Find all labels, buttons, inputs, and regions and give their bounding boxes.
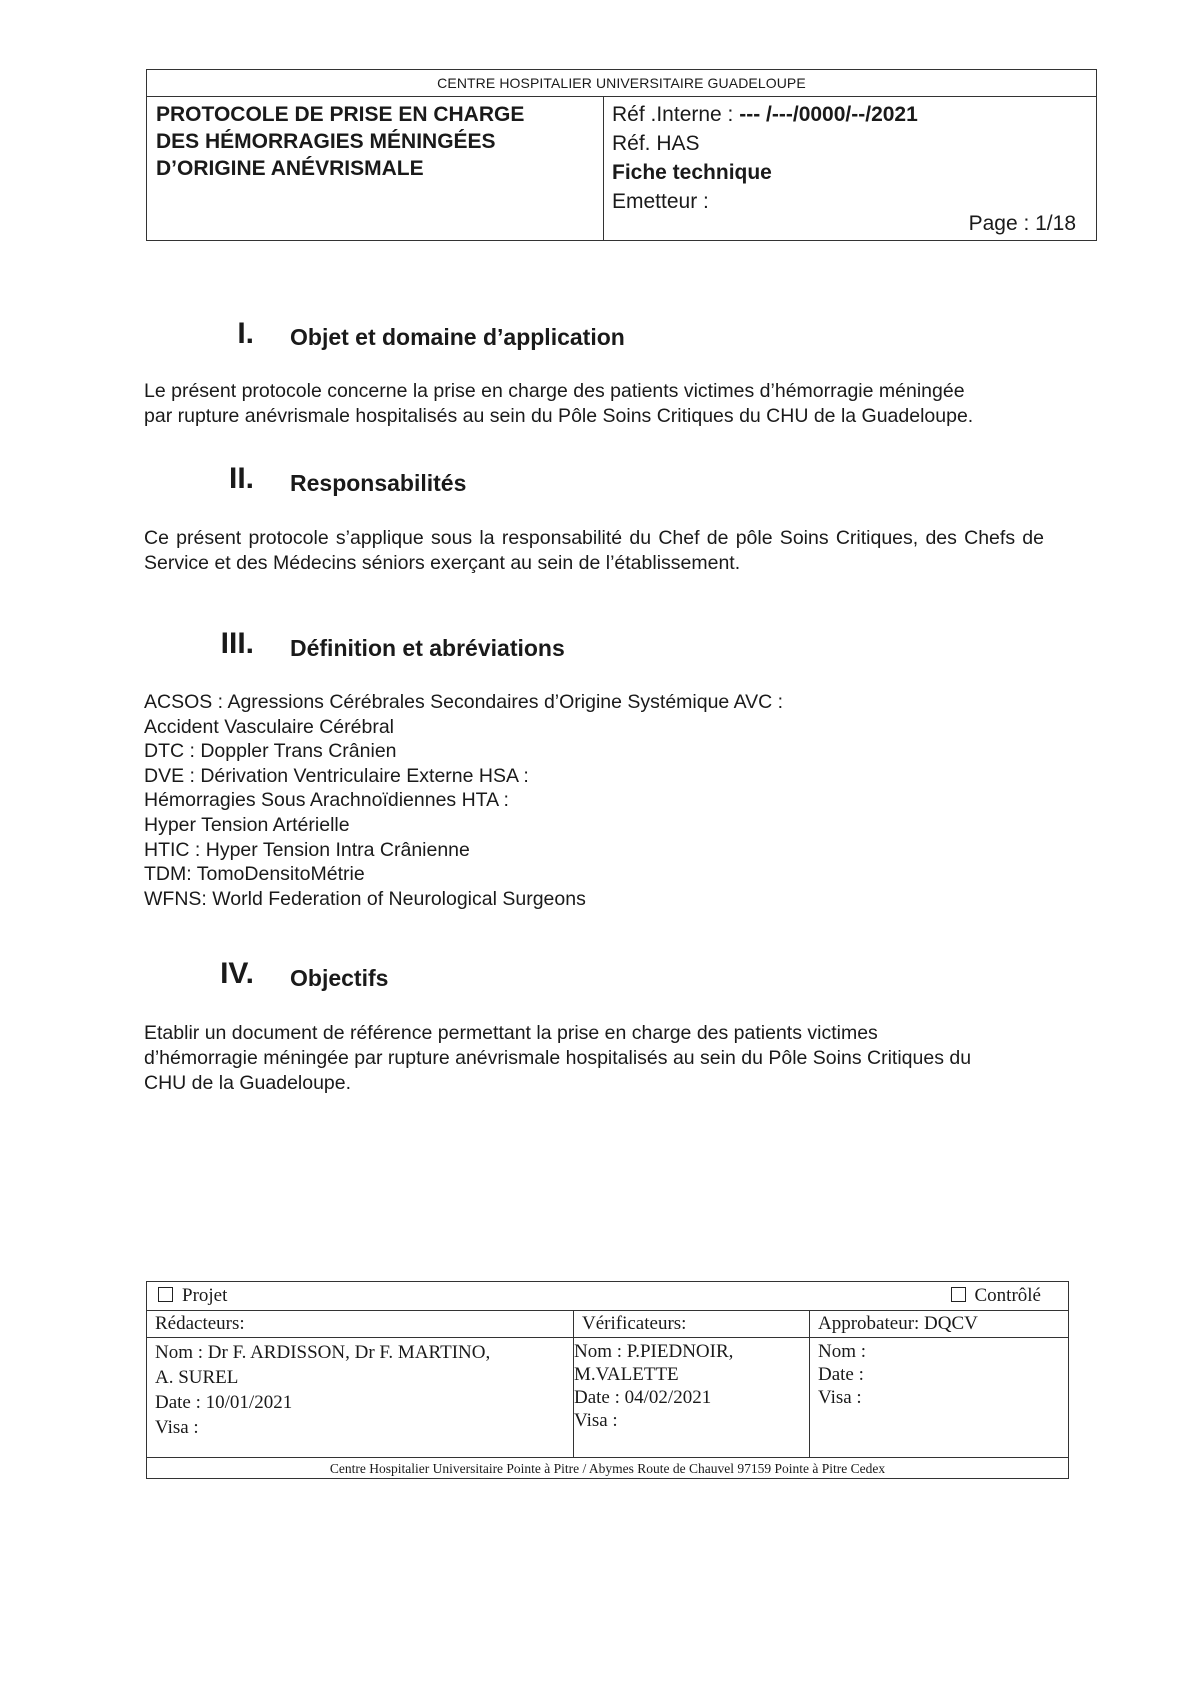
approbateur-column (810, 1311, 1068, 1457)
abbreviations-list (144, 690, 783, 911)
abbreviation-line: TDM: TomoDensitoMétrie (144, 863, 365, 886)
verificateurs-line: M.VALETTE (574, 1364, 679, 1385)
redacteurs-line: Date : 10/01/2021 (155, 1392, 293, 1413)
ref-interne-label: Réf .Interne : (612, 103, 740, 126)
section-4-title: Objectifs (290, 965, 389, 991)
redacteurs-line: A. SUREL (155, 1367, 239, 1388)
protocol-title-line: D’ORIGINE ANÉVRISMALE (156, 157, 424, 180)
section-4-line: Etablir un document de référence permettant la prise en charge des patients victimes (144, 1022, 878, 1044)
section-3-title: Définition et abréviations (290, 635, 565, 661)
approbateur-line: Visa : (818, 1387, 862, 1408)
abbreviation-line: WFNS: World Federation of Neurological Surgeons (144, 887, 586, 910)
section-2-number: II. (228, 462, 254, 495)
approbateur-line: Date : (818, 1364, 864, 1385)
section-4-number: IV. (220, 957, 254, 990)
verificateurs-line: Visa : (574, 1410, 618, 1431)
abbreviation-line: DTC : Doppler Trans Crânien (144, 740, 397, 763)
section-4-line: CHU de la Guadeloupe. (144, 1072, 352, 1094)
redacteurs-line: Visa : (155, 1417, 199, 1438)
section-1-title: Objet et domaine d’application (290, 324, 625, 350)
abbreviation-line: Hémorragies Sous Arachnoïdiennes HTA : (144, 789, 509, 812)
section-1-line: Le présent protocole concerne la prise en charge des patients victimes d’hémorragie méningée (144, 380, 965, 402)
abbreviation-line: Accident Vasculaire Cérébral (144, 715, 395, 738)
controle-checkbox[interactable] (951, 1287, 966, 1302)
abbreviation-line: DVE : Dérivation Ventriculaire Externe HSA : (144, 764, 529, 787)
reference-block (604, 97, 1096, 241)
redacteurs-column (147, 1311, 574, 1457)
page-number: Page : 1/18 (968, 212, 1076, 235)
controle-option (951, 1282, 1042, 1310)
section-3-number: III. (220, 627, 254, 660)
ref-interne (612, 100, 1096, 129)
abbreviation-line: ACSOS : Agressions Cérébrales Secondaires d’Origine Systémique AVC : (144, 691, 784, 713)
redacteurs-line: Nom : Dr F. ARDISSON, Dr F. MARTINO, (155, 1342, 491, 1363)
section-1-number: I. (237, 317, 254, 350)
approval-table (146, 1281, 1069, 1479)
ref-interne-value: --- /---/0000/--/2021 (739, 103, 918, 126)
organization-name: CENTRE HOSPITALIER UNIVERSITAIRE GUADELOUPE (147, 70, 1096, 97)
emetteur: Emetteur : (612, 190, 709, 213)
abbreviation-line: Hyper Tension Artérielle (144, 813, 350, 836)
approbateur-header: Approbateur: DQCV (810, 1311, 1068, 1338)
section-4-text (144, 1021, 1044, 1096)
protocol-title-line: DES HÉMORRAGIES MÉNINGÉES (156, 130, 496, 153)
hospital-address: Centre Hospitalier Universitaire Pointe à Pitre / Abymes Route de Chauvel 97159 Pointe à Pitre Cedex (329, 1461, 886, 1476)
verificateurs-column (574, 1311, 810, 1457)
ref-has: Réf. HAS (612, 132, 700, 155)
section-2-title: Responsabilités (290, 470, 467, 496)
verificateurs-line: Nom : P.PIEDNOIR, (574, 1341, 734, 1362)
section-2-text: Ce présent protocole s’applique sous la responsabilité du Chef de pôle Soins Critiques, des Chefs de Service et des Médecins séniors exerçant au sein de l’établissement. (144, 527, 1044, 574)
abbreviation-line: HTIC : Hyper Tension Intra Crânienne (144, 838, 470, 861)
projet-option (158, 1282, 227, 1310)
verificateurs-header: Vérificateurs: (574, 1311, 809, 1338)
controle-label: Contrôlé (974, 1285, 1041, 1306)
projet-label: Projet (182, 1285, 228, 1306)
section-4-line: d’hémorragie méningée par rupture anévrismale hospitalisés au sein du Pôle Soins Critiques du (144, 1047, 972, 1069)
document-header (146, 69, 1097, 241)
protocol-title-line: PROTOCOLE DE PRISE EN CHARGE (156, 103, 525, 126)
section-1-text (144, 379, 1044, 429)
protocol-title (147, 97, 604, 241)
section-1-line: par rupture anévrismale hospitalisés au sein du Pôle Soins Critiques du CHU de la Guadeloupe. (144, 405, 974, 427)
fiche-technique: Fiche technique (612, 161, 772, 184)
verificateurs-line: Date : 04/02/2021 (574, 1387, 712, 1408)
projet-checkbox[interactable] (158, 1287, 173, 1302)
redacteurs-header: Rédacteurs: (147, 1311, 573, 1338)
status-row (147, 1282, 1068, 1311)
approbateur-line: Nom : (818, 1341, 867, 1362)
